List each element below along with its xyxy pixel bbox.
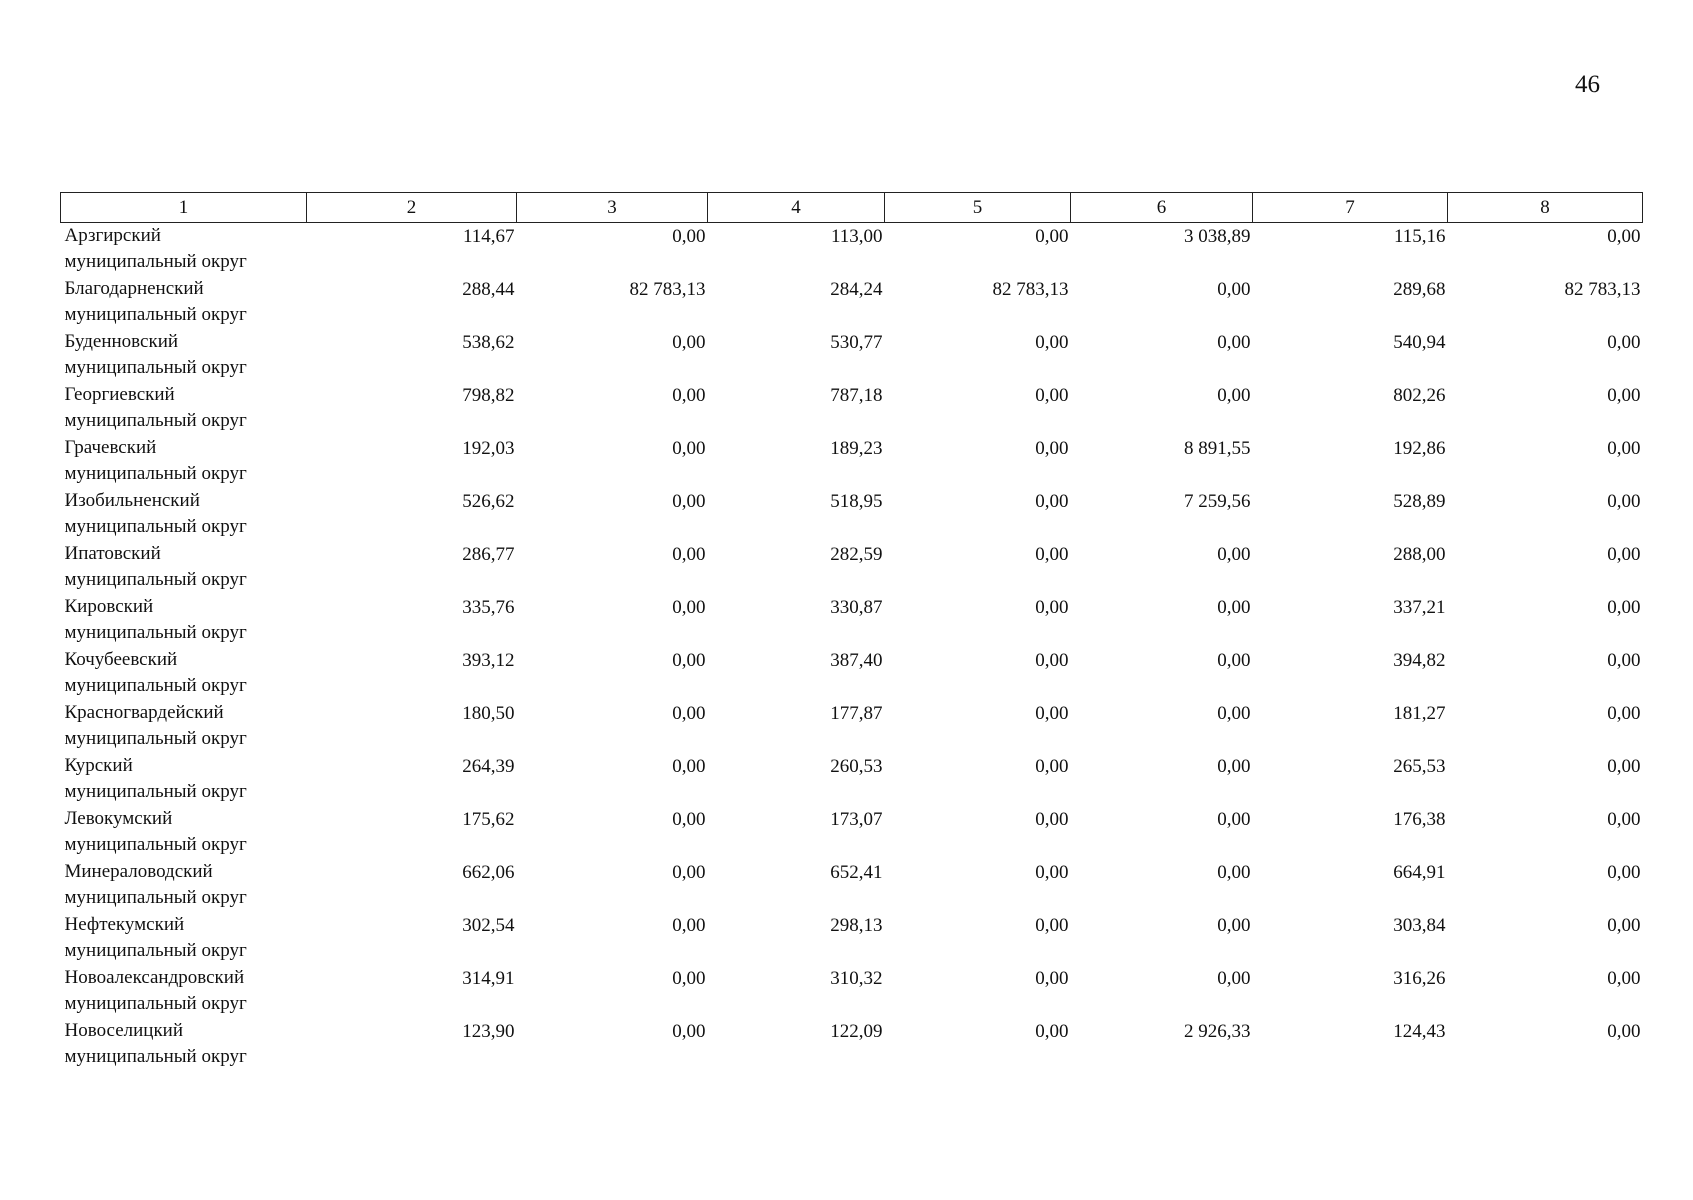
column-header-5: 5 [885,193,1071,223]
value-cell-col-6: 0,00 [1217,650,1251,671]
value-cell-col-4: 310,32 [830,968,883,989]
value-cell-col-7: 115,16 [1393,226,1446,247]
value-cell-col-5: 0,00 [1035,756,1069,777]
district-name: Благодарненский [64,278,204,299]
value-cell-col-5: 0,00 [1035,385,1069,406]
district-type: муниципальный округ [64,940,247,961]
value-cell-col-5: 0,00 [1035,915,1069,936]
value-cell-col-8: 0,00 [1607,544,1641,565]
value-cell-col-3: 0,00 [672,544,706,565]
value-cell-col-6: 0,00 [1217,968,1251,989]
header-row [61,193,1643,223]
value-cell-col-2: 286,77 [462,544,515,565]
table-row [61,329,1643,382]
district-type: муниципальный округ [64,993,247,1014]
value-cell-col-8: 0,00 [1607,332,1641,353]
value-cell-col-3: 0,00 [672,809,706,830]
value-cell-col-4: 330,87 [830,597,883,618]
value-cell-col-6: 0,00 [1217,862,1251,883]
value-cell-col-5: 0,00 [1035,226,1069,247]
district-name-cell [61,753,307,806]
value-cell-col-4: 177,87 [830,703,883,724]
district-name-cell [61,276,307,329]
district-type: муниципальный округ [64,251,247,272]
district-type: муниципальный округ [64,834,247,855]
value-cell-col-8: 0,00 [1607,385,1641,406]
district-name-cell [61,700,307,753]
value-cell-col-3: 82 783,13 [629,279,706,300]
value-cell-col-6: 0,00 [1217,809,1251,830]
value-cell-col-4: 173,07 [830,809,883,830]
value-cell-col-6: 0,00 [1217,915,1251,936]
table-row [61,488,1643,541]
value-cell-col-7: 664,91 [1393,862,1446,883]
value-cell-col-7: 316,26 [1393,968,1446,989]
district-name: Ипатовский [64,543,161,564]
value-cell-col-3: 0,00 [672,385,706,406]
column-header-3: 3 [517,193,708,223]
value-cell-col-4: 518,95 [830,491,883,512]
value-cell-col-5: 0,00 [1035,438,1069,459]
table-row [61,965,1643,1018]
value-cell-col-2: 180,50 [462,703,515,724]
value-cell-col-6: 0,00 [1217,597,1251,618]
value-cell-col-7: 181,27 [1393,703,1446,724]
district-name-cell [61,647,307,700]
value-cell-col-5: 82 783,13 [992,279,1069,300]
table-row [61,435,1643,488]
value-cell-col-5: 0,00 [1035,597,1069,618]
value-cell-col-4: 787,18 [830,385,883,406]
district-name: Новоселицкий [64,1020,184,1041]
value-cell-col-8: 0,00 [1607,438,1641,459]
value-cell-col-3: 0,00 [672,650,706,671]
value-cell-col-2: 798,82 [462,385,515,406]
value-cell-col-2: 335,76 [462,597,515,618]
value-cell-col-7: 124,43 [1393,1021,1446,1042]
district-type: муниципальный округ [64,410,247,431]
district-name-cell [61,382,307,435]
district-name-cell [61,488,307,541]
value-cell-col-3: 0,00 [672,491,706,512]
value-cell-col-7: 528,89 [1393,491,1446,512]
value-cell-col-2: 538,62 [462,332,515,353]
district-name-cell [61,1018,307,1071]
district-type: муниципальный округ [64,516,247,537]
value-cell-col-8: 0,00 [1607,650,1641,671]
value-cell-col-6: 7 259,56 [1184,491,1251,512]
value-cell-col-7: 289,68 [1393,279,1446,300]
value-cell-col-5: 0,00 [1035,968,1069,989]
value-cell-col-8: 0,00 [1607,756,1641,777]
value-cell-col-8: 0,00 [1607,862,1641,883]
district-name-cell [61,594,307,647]
district-name-cell [61,859,307,912]
value-cell-col-8: 0,00 [1607,915,1641,936]
value-cell-col-6: 0,00 [1217,703,1251,724]
district-name: Буденновский [64,331,179,352]
value-cell-col-5: 0,00 [1035,650,1069,671]
column-header-8: 8 [1448,193,1643,223]
value-cell-col-6: 0,00 [1217,756,1251,777]
table-row [61,647,1643,700]
district-name-cell [61,912,307,965]
value-cell-col-4: 189,23 [830,438,883,459]
table-row [61,753,1643,806]
value-cell-col-2: 662,06 [462,862,515,883]
value-cell-col-4: 122,09 [830,1021,883,1042]
value-cell-col-8: 0,00 [1607,968,1641,989]
value-cell-col-8: 0,00 [1607,809,1641,830]
value-cell-col-4: 530,77 [830,332,883,353]
district-type: муниципальный округ [64,463,247,484]
table-row [61,859,1643,912]
value-cell-col-6: 3 038,89 [1184,226,1251,247]
value-cell-col-6: 0,00 [1217,279,1251,300]
value-cell-col-2: 302,54 [462,915,515,936]
district-name: Грачевский [64,437,157,458]
district-name: Красногвардейский [64,702,224,723]
district-name-cell [61,223,307,277]
district-name-cell [61,435,307,488]
value-cell-col-2: 114,67 [462,226,515,247]
district-type: муниципальный округ [64,357,247,378]
value-cell-col-3: 0,00 [672,862,706,883]
value-cell-col-7: 540,94 [1393,332,1446,353]
value-cell-col-5: 0,00 [1035,862,1069,883]
value-cell-col-2: 264,39 [462,756,515,777]
value-cell-col-3: 0,00 [672,332,706,353]
district-type: муниципальный округ [64,728,247,749]
district-name-cell [61,965,307,1018]
table-row [61,1018,1643,1071]
value-cell-col-7: 176,38 [1393,809,1446,830]
column-header-1: 1 [61,193,307,223]
value-cell-col-3: 0,00 [672,756,706,777]
column-header-6: 6 [1071,193,1253,223]
value-cell-col-2: 526,62 [462,491,515,512]
district-name: Кочубеевский [64,649,178,670]
value-cell-col-7: 802,26 [1393,385,1446,406]
district-type: муниципальный округ [64,1046,247,1067]
column-header-2: 2 [307,193,517,223]
district-type: муниципальный округ [64,569,247,590]
value-cell-col-2: 314,91 [462,968,515,989]
district-type: муниципальный округ [64,675,247,696]
value-cell-col-7: 394,82 [1393,650,1446,671]
district-name: Нефтекумский [64,914,185,935]
district-type: муниципальный округ [64,887,247,908]
district-name-cell [61,541,307,594]
table-row [61,912,1643,965]
value-cell-col-7: 265,53 [1393,756,1446,777]
page-number: 46 [1575,71,1600,98]
value-cell-col-3: 0,00 [672,597,706,618]
value-cell-col-4: 387,40 [830,650,883,671]
value-cell-col-2: 123,90 [462,1021,515,1042]
value-cell-col-6: 8 891,55 [1184,438,1251,459]
table-header [61,193,1643,223]
value-cell-col-5: 0,00 [1035,703,1069,724]
value-cell-col-4: 282,59 [830,544,883,565]
district-name-cell [61,806,307,859]
value-cell-col-8: 0,00 [1607,491,1641,512]
value-cell-col-2: 175,62 [462,809,515,830]
value-cell-col-8: 0,00 [1607,597,1641,618]
district-type: муниципальный округ [64,622,247,643]
table-body [61,223,1643,1072]
district-name: Левокумский [64,808,173,829]
district-name: Изобильненский [64,490,200,511]
value-cell-col-8: 0,00 [1607,703,1641,724]
value-cell-col-4: 284,24 [830,279,883,300]
value-cell-col-7: 303,84 [1393,915,1446,936]
value-cell-col-3: 0,00 [672,703,706,724]
column-header-4: 4 [708,193,885,223]
table-row [61,223,1643,277]
value-cell-col-4: 652,41 [830,862,883,883]
value-cell-col-6: 2 926,33 [1184,1021,1251,1042]
value-cell-col-5: 0,00 [1035,544,1069,565]
district-name-cell [61,329,307,382]
value-cell-col-4: 298,13 [830,915,883,936]
value-cell-col-8: 0,00 [1607,1021,1641,1042]
table-row [61,541,1643,594]
value-cell-col-7: 337,21 [1393,597,1446,618]
value-cell-col-2: 288,44 [462,279,515,300]
value-cell-col-3: 0,00 [672,1021,706,1042]
value-cell-col-6: 0,00 [1217,385,1251,406]
district-name: Новоалександровский [64,967,245,988]
district-name: Курский [64,755,133,776]
value-cell-col-4: 113,00 [830,226,883,247]
value-cell-col-6: 0,00 [1217,544,1251,565]
value-cell-col-5: 0,00 [1035,332,1069,353]
value-cell-col-5: 0,00 [1035,491,1069,512]
data-table [60,192,1643,1071]
column-header-7: 7 [1253,193,1448,223]
value-cell-col-7: 288,00 [1393,544,1446,565]
value-cell-col-5: 0,00 [1035,1021,1069,1042]
value-cell-col-3: 0,00 [672,968,706,989]
value-cell-col-2: 192,03 [462,438,515,459]
table-row [61,594,1643,647]
value-cell-col-8: 0,00 [1607,226,1641,247]
district-name: Георгиевский [64,384,175,405]
district-type: муниципальный округ [64,304,247,325]
district-name: Минераловодский [64,861,213,882]
district-name: Кировский [64,596,154,617]
table-row [61,276,1643,329]
value-cell-col-8: 82 783,13 [1564,279,1641,300]
district-type: муниципальный округ [64,781,247,802]
value-cell-col-3: 0,00 [672,915,706,936]
value-cell-col-7: 192,86 [1393,438,1446,459]
value-cell-col-3: 0,00 [672,226,706,247]
value-cell-col-5: 0,00 [1035,809,1069,830]
value-cell-col-6: 0,00 [1217,332,1251,353]
value-cell-col-3: 0,00 [672,438,706,459]
district-name: Арзгирский [64,225,161,246]
table-row [61,382,1643,435]
value-cell-col-2: 393,12 [462,650,515,671]
table-row [61,806,1643,859]
table-row [61,700,1643,753]
value-cell-col-4: 260,53 [830,756,883,777]
